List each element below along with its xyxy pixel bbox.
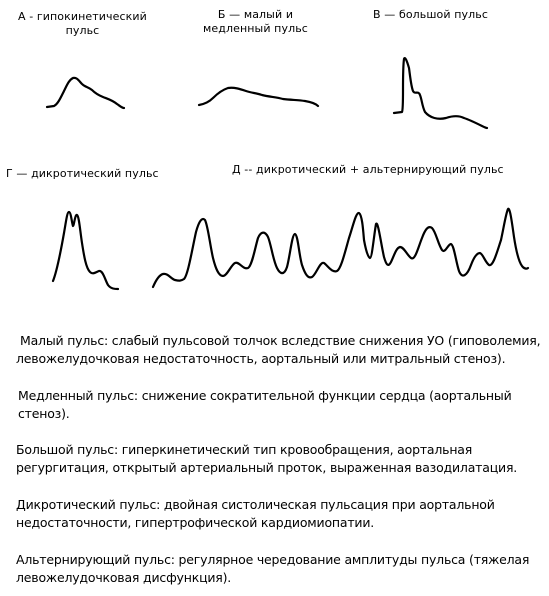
- curve-large: [394, 58, 487, 128]
- label-b-text: Б — малый и медленный пульс: [203, 8, 308, 35]
- description-dicrotic-pulse: [16, 496, 546, 532]
- description-slow-pulse-text: Медленный пульс: снижение сократительной функции сердца (аортальный стеноз).: [18, 388, 512, 421]
- description-slow-pulse: [18, 387, 548, 423]
- label-d-text: Д -- дикротический + альтернирующий пульс: [232, 163, 504, 176]
- description-small-pulse: [16, 332, 546, 368]
- description-alternating-pulse: [16, 551, 546, 587]
- label-v-text: В — большой пульс: [373, 8, 488, 21]
- curve-small-slow: [199, 88, 318, 106]
- description-dicrotic-pulse-text: Дикротический пульс: двойная систолическая пульсация при аортальной недостаточности, гипертрофической кардиомиопатии.: [16, 497, 495, 530]
- curve-dicrotic-alternating: [153, 209, 528, 287]
- curve-dicrotic: [53, 212, 118, 289]
- label-g-text: Г — дикротический пульс: [6, 167, 159, 180]
- description-small-pulse-text: Малый пульс: слабый пульсовой толчок вследствие снижения УО (гиповолемия, левожелудочковая недостаточность, аортальный или митральный стеноз).: [16, 333, 541, 366]
- label-a-text: А - гипокинетический пульс: [18, 10, 147, 37]
- description-large-pulse-text: Большой пульс: гиперкинетический тип кровообращения, аортальная регургитация, открытый артериальный проток, выраженная вазодилатация.: [16, 442, 518, 475]
- description-large-pulse: [16, 441, 546, 477]
- curve-hypokinetic: [47, 78, 124, 108]
- description-alternating-pulse-text: Альтернирующий пульс: регулярное чередование амплитуды пульса (тяжелая левожелудочковая дисфункция).: [16, 552, 530, 585]
